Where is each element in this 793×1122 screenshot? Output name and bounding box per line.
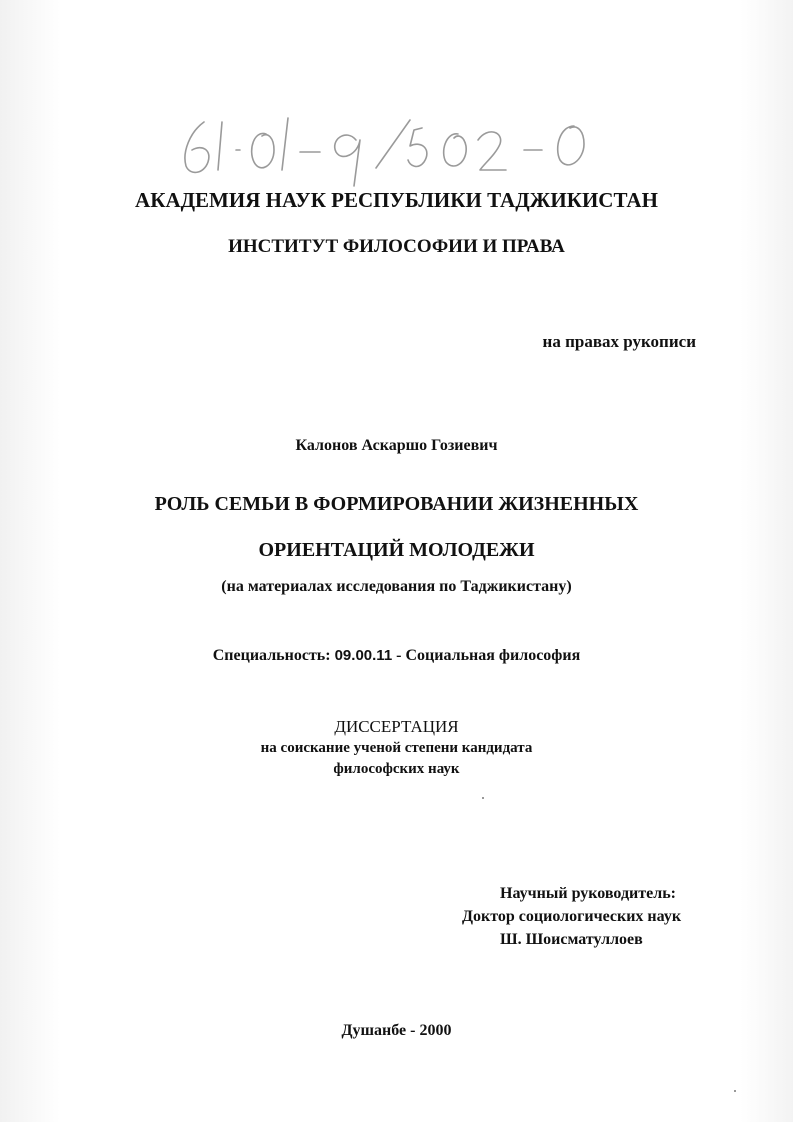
- dissertation-title-line-1: РОЛЬ СЕМЬИ В ФОРМИРОВАНИИ ЖИЗНЕННЫХ: [154, 493, 639, 515]
- specialty-separator: -: [396, 647, 402, 664]
- institute-heading: ИНСТИТУТ ФИЛОСОФИИ И ПРАВА: [228, 236, 565, 257]
- supervisor-role: Научный руководитель:: [500, 885, 676, 902]
- specialty-label: Специальность:: [212, 647, 331, 664]
- degree-purpose-line-1: на соискание ученой степени кандидата: [260, 740, 533, 756]
- archive-stamp-graphic: [170, 100, 610, 190]
- archive-stamp: [170, 100, 610, 190]
- scan-speck: [482, 797, 484, 799]
- dissertation-subtitle: (на материалах исследования по Таджикистану): [221, 578, 572, 595]
- supervisor-name: Ш. Шоисматуллоев: [500, 931, 643, 948]
- author-name: Калонов Аскаршо Гозиевич: [295, 437, 498, 454]
- specialty-name: Социальная философия: [405, 647, 581, 664]
- manuscript-rights-note: на правах рукописи: [542, 332, 696, 351]
- academy-heading: АКАДЕМИЯ НАУК РЕСПУБЛИКИ ТАДЖИКИСТАН: [135, 188, 658, 212]
- supervisor-block: [462, 882, 702, 951]
- dissertation-title-line-2: ОРИЕНТАЦИЙ МОЛОДЕЖИ: [258, 539, 535, 561]
- scan-speck: [734, 1090, 736, 1092]
- specialty-line: [0, 647, 793, 665]
- supervisor-degree: Доктор социологических наук: [462, 908, 682, 925]
- dissertation-heading: ДИССЕРТАЦИЯ: [334, 717, 459, 736]
- place-and-year: Душанбе - 2000: [341, 1022, 452, 1039]
- specialty-code: 09.00.11: [334, 647, 393, 664]
- degree-purpose-line-2: философских наук: [333, 761, 460, 777]
